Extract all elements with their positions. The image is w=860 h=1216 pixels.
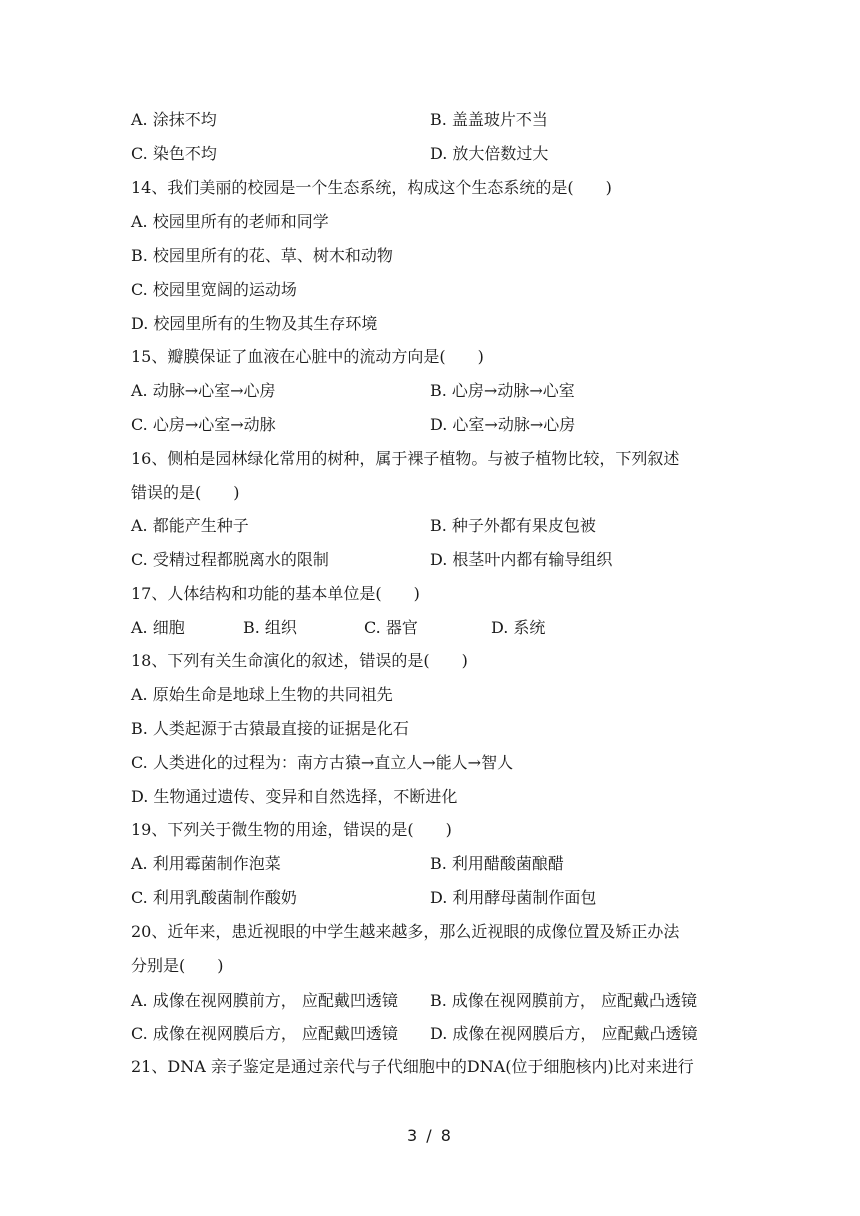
q19-stem: 19、下列关于微生物的用途，错误的是( ) [131,820,452,839]
q20-stem-line1: 20、近年来，患近视眼的中学生越来越多，那么近视眼的成像位置及矫正办法 [131,922,680,941]
q15-option-c: C. 心房→心室→动脉 [131,415,276,434]
q14-option-d: D. 校园里所有的生物及其生存环境 [131,314,378,333]
q19-option-d: D. 利用酵母菌制作面包 [430,888,597,907]
q13-option-b: B. 盖盖玻片不当 [430,110,548,129]
q20-option-a: A. 成像在视网膜前方， 应配戴凹透镜 [131,991,398,1010]
q18-option-c: C. 人类进化的过程为：南方古猿→直立人→能人→智人 [131,753,514,772]
q18-stem: 18、下列有关生命演化的叙述，错误的是( ) [131,651,468,670]
q17-stem: 17、人体结构和功能的基本单位是( ) [131,584,420,603]
q13-option-d: D. 放大倍数过大 [430,144,549,163]
q21-stem: 21、DNA 亲子鉴定是通过亲代与子代细胞中的DNA(位于细胞核内)比对来进行 [131,1057,694,1076]
q18-option-b: B. 人类起源于古猿最直接的证据是化石 [131,719,409,738]
q14-stem: 14、我们美丽的校园是一个生态系统，构成这个生态系统的是( ) [131,178,612,197]
page-number: 3 / 8 [407,1126,453,1145]
q14-option-c: C. 校园里宽阔的运动场 [131,280,297,299]
q17-option-d: D. 系统 [491,618,546,637]
q16-option-d: D. 根茎叶内都有输导组织 [430,550,613,569]
q19-option-a: A. 利用霉菌制作泡菜 [131,854,281,873]
q15-option-a: A. 动脉→心室→心房 [131,381,276,400]
q20-option-b: B. 成像在视网膜前方， 应配戴凸透镜 [430,991,698,1010]
q19-option-b: B. 利用醋酸菌酿醋 [430,854,564,873]
q20-option-c: C. 成像在视网膜后方， 应配戴凹透镜 [131,1024,398,1043]
q13-option-a: A. 涂抹不均 [131,110,217,129]
q15-option-b: B. 心房→动脉→心室 [430,381,575,400]
q17-option-c: C. 器官 [364,618,418,637]
q14-option-a: A. 校园里所有的老师和同学 [131,212,329,231]
q16-option-a: A. 都能产生种子 [131,516,249,535]
q16-stem-line1: 16、侧柏是园林绿化常用的树种，属于裸子植物。与被子植物比较，下列叙述 [131,449,680,468]
q15-option-d: D. 心室→动脉→心房 [430,415,576,434]
q17-option-a: A. 细胞 [131,618,185,637]
q16-stem-line2: 错误的是( ) [131,483,240,502]
q15-stem: 15、瓣膜保证了血液在心脏中的流动方向是( ) [131,347,484,366]
q16-option-b: B. 种子外都有果皮包被 [430,516,596,535]
q20-option-d: D. 成像在视网膜后方， 应配戴凸透镜 [430,1024,698,1043]
q13-option-c: C. 染色不均 [131,144,217,163]
q17-option-b: B. 组织 [243,618,297,637]
q20-stem-line2: 分别是( ) [131,956,224,975]
q14-option-b: B. 校园里所有的花、草、树木和动物 [131,246,393,265]
q19-option-c: C. 利用乳酸菌制作酸奶 [131,888,297,907]
q16-option-c: C. 受精过程都脱离水的限制 [131,550,329,569]
q18-option-a: A. 原始生命是地球上生物的共同祖先 [131,685,393,704]
q18-option-d: D. 生物通过遗传、变异和自然选择，不断进化 [131,787,458,806]
